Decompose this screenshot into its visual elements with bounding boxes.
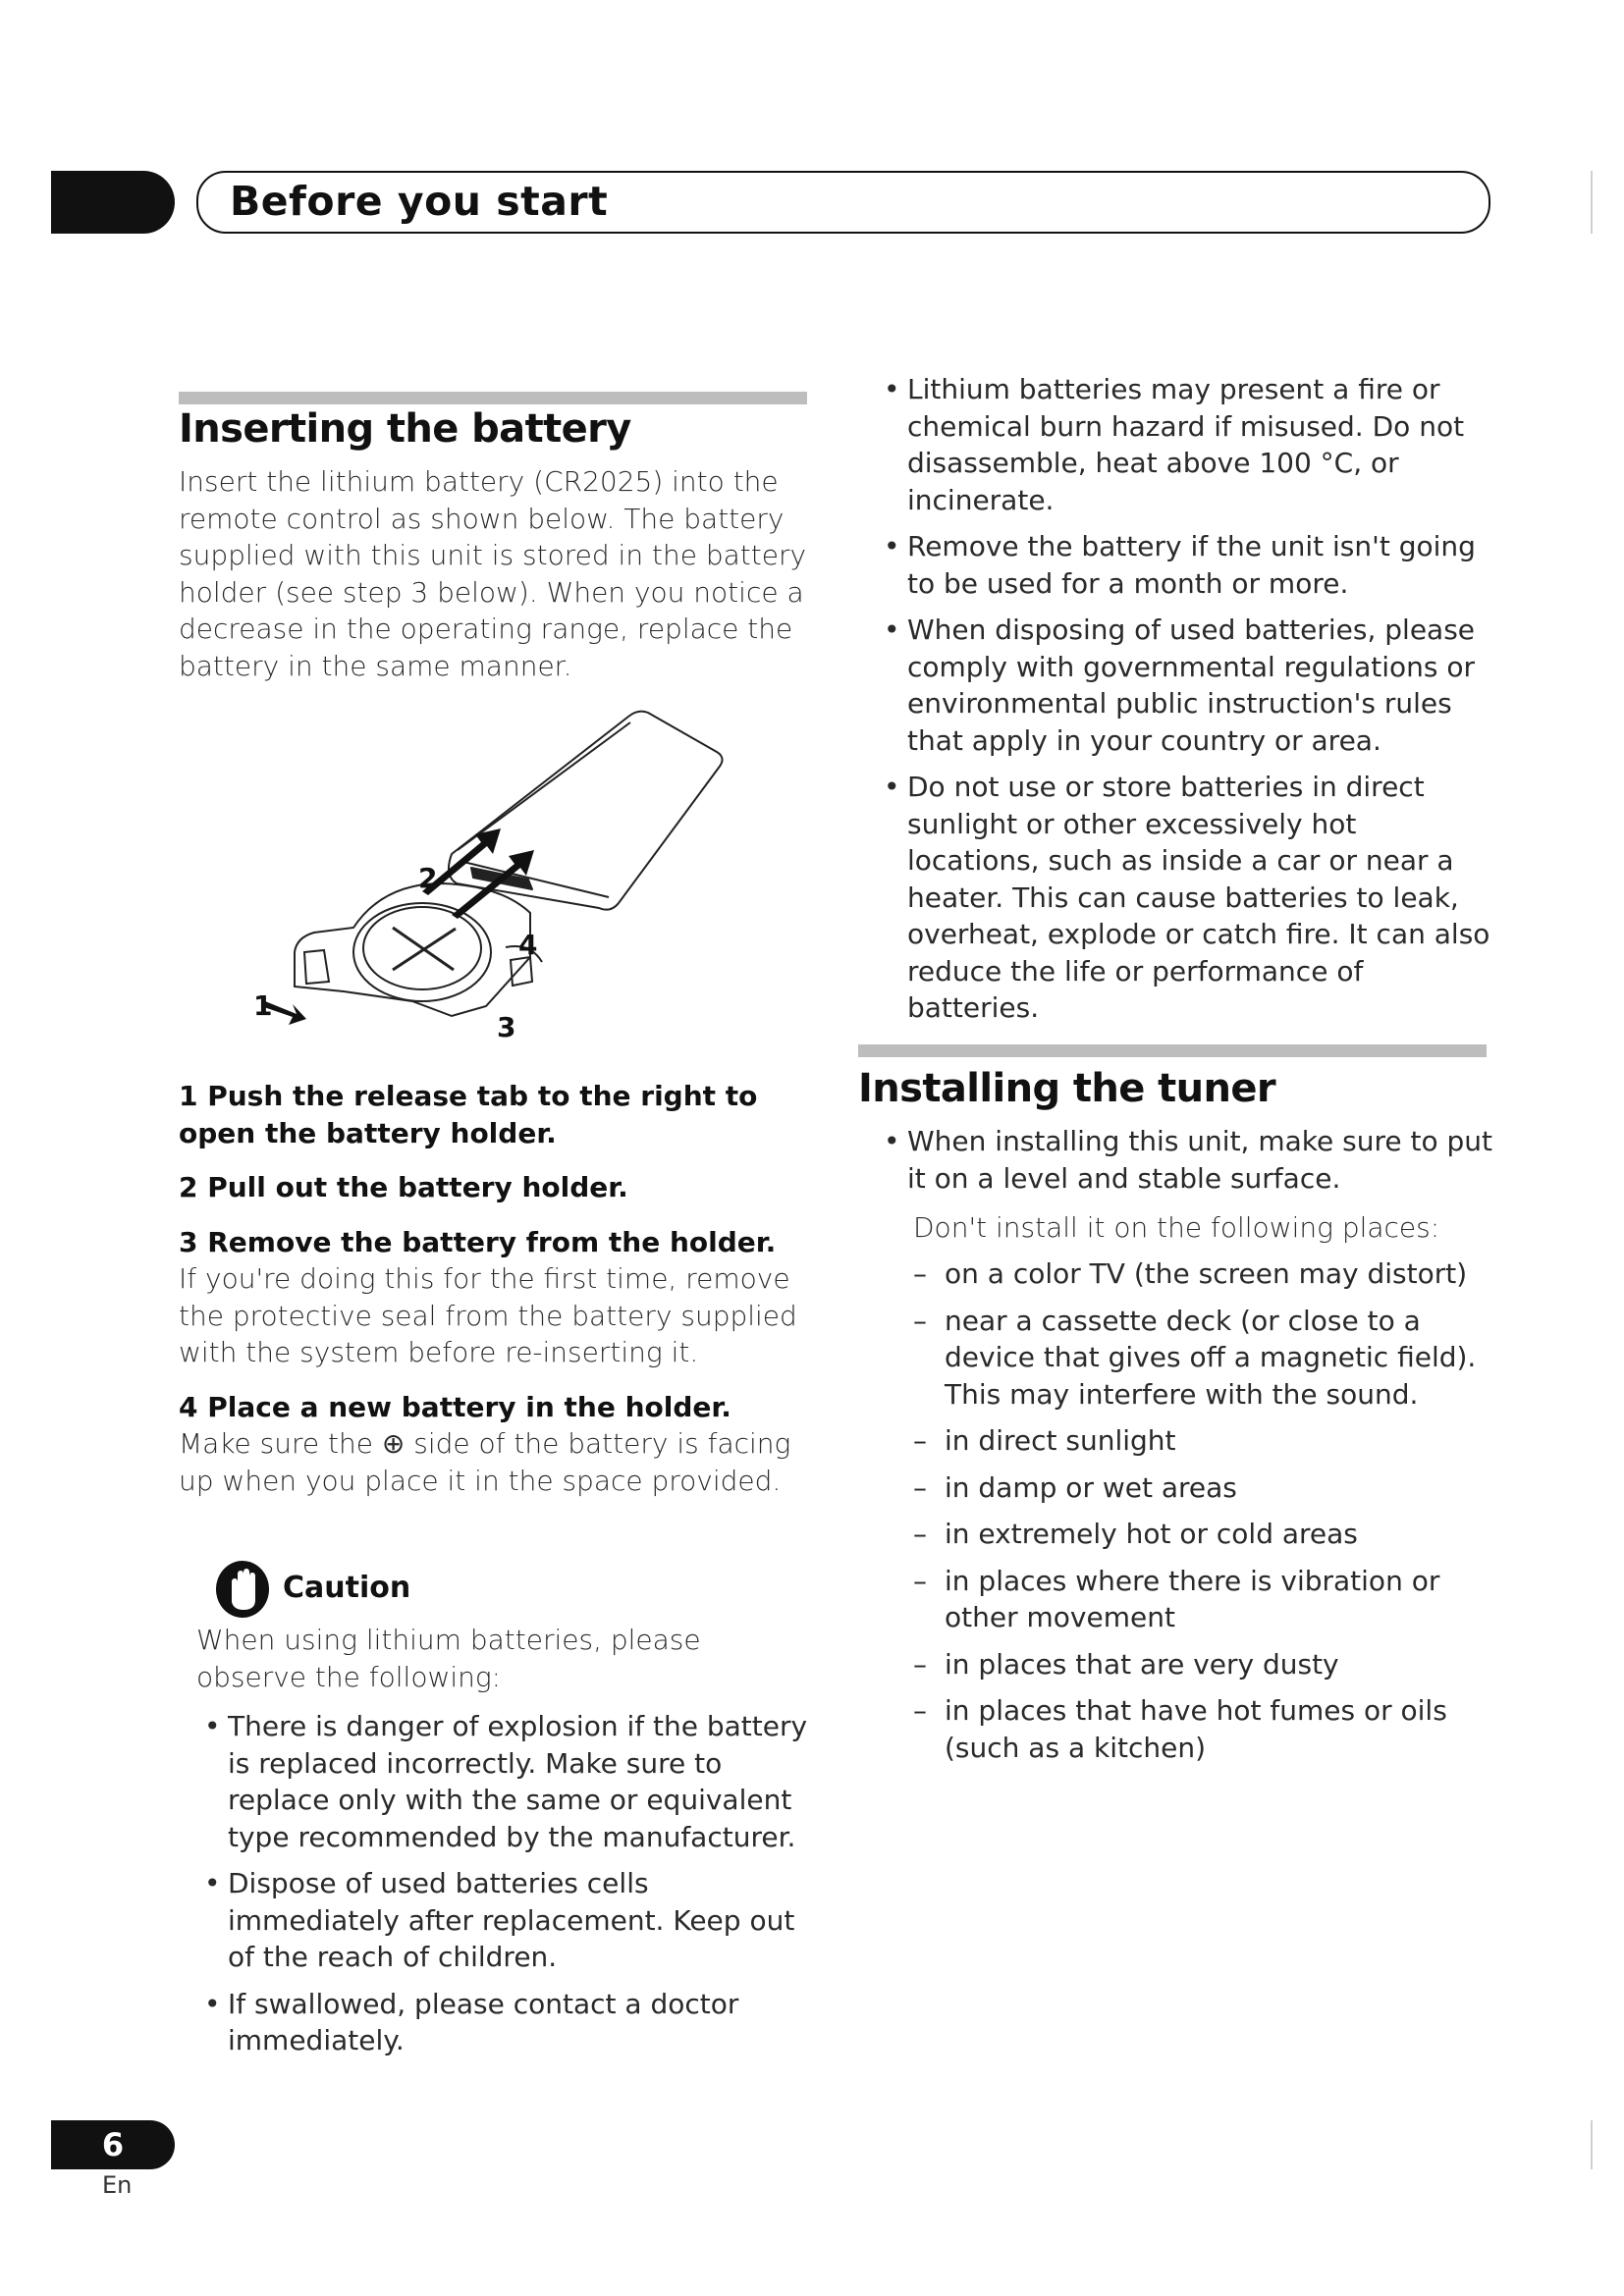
- tuner-bullet: • When installing this unit, make sure to put it on a level and stable surface.: [858, 1123, 1496, 1197]
- step-4-body: Make sure the ⊕ side of the battery is facing up when you place it in the space provided.: [179, 1427, 791, 1497]
- place-item: – on a color TV (the screen may distort): [913, 1255, 1492, 1293]
- battery-holder-drawing: [295, 883, 532, 1016]
- battery-bullet: • Remove the battery if the unit isn't going to be used for a month or more.: [858, 528, 1496, 602]
- caution-intro: When using lithium batteries, please observe the following:: [196, 1624, 701, 1693]
- step-2-title: 2 Pull out the battery holder.: [179, 1171, 628, 1203]
- battery-insertion-figure: [236, 707, 746, 1050]
- battery-bullet: • Do not use or store batteries in direct sunlight or other excessively hot locations, such as inside a car or near a heater. This can cause batteries to leak, overheat, explode or catch fire. It can also reduce the life or performance of batteries.: [858, 769, 1496, 1027]
- section-title-tuner: Installing the tuner: [858, 1066, 1276, 1111]
- place-item: – near a cassette deck (or close to a device that gives off a magnetic field). This may interfere with the sound.: [913, 1303, 1492, 1414]
- caution-bullets: [179, 1708, 812, 2069]
- page-language: En: [102, 2171, 133, 2199]
- figure-label-1: 1: [253, 989, 273, 1022]
- battery-bullet: • When disposing of used batteries, please comply with governmental regulations or environmental public instruction's rules that apply in your country or area.: [858, 612, 1496, 759]
- battery-bullet: • Lithium batteries may present a fire or chemical burn hazard if misused. Do not disassemble, heat above 100 °C, or incinerate.: [858, 371, 1496, 518]
- step-3-body: If you're doing this for the first time, remove the protective seal from the battery supplied with the system before re-inserting it.: [179, 1262, 797, 1368]
- step-3: [179, 1224, 807, 1371]
- place-item: – in places that are very dusty: [913, 1646, 1492, 1683]
- remote-control-drawing: [449, 712, 723, 910]
- battery-safety-bullets: [858, 371, 1496, 1037]
- step-3-title: 3 Remove the battery from the holder.: [179, 1225, 777, 1258]
- step-4: [179, 1389, 807, 1500]
- page-number: 6: [101, 2126, 125, 2163]
- steps-list: [179, 1078, 807, 1499]
- caution-hand-icon: [214, 1559, 271, 1620]
- step-1: [179, 1078, 807, 1151]
- tuner-bullets: [858, 1123, 1496, 1206]
- place-item: – in places that have hot fumes or oils (such as a kitchen): [913, 1692, 1492, 1766]
- place-item: – in places where there is vibration or other movement: [913, 1563, 1492, 1636]
- battery-intro: Insert the lithium battery (CR2025) into the remote control as shown below. The battery supplied with this unit is stored in the battery holder (see step 3 below). When you notice a decrease in the operating range, replace the battery in the same manner.: [179, 465, 807, 682]
- section-bar-battery: [179, 392, 807, 404]
- section-bar-tuner: [858, 1044, 1487, 1057]
- place-item: – in direct sunlight: [913, 1422, 1492, 1460]
- figure-label-2: 2: [418, 862, 438, 894]
- place-item: – in extremely hot or cold areas: [913, 1516, 1492, 1553]
- caution-title: Caution: [283, 1571, 411, 1605]
- step-4-title: 4 Place a new battery in the holder.: [179, 1390, 731, 1423]
- caution-bullet: • There is danger of explosion if the battery is replaced incorrectly. Make sure to replace only with the same or equivalent type recommended by the manufacturer.: [179, 1708, 812, 1855]
- places-intro: Don't install it on the following places:: [913, 1211, 1440, 1244]
- figure-label-3: 3: [497, 1011, 516, 1043]
- insertion-arrows: [261, 828, 534, 1025]
- caution-bullet: • Dispose of used batteries cells immediately after replacement. Keep out of the reach of children.: [179, 1865, 812, 1976]
- edge-mark-top: [1591, 171, 1593, 234]
- chapter-tab: [51, 171, 175, 234]
- caution-bullet: • If swallowed, please contact a doctor immediately.: [179, 1986, 812, 2059]
- section-title-battery: Inserting the battery: [179, 406, 631, 452]
- figure-label-4: 4: [518, 929, 538, 961]
- step-2: [179, 1169, 807, 1206]
- chapter-title: Before you start: [230, 178, 609, 225]
- places-list: [913, 1255, 1492, 1776]
- place-item: – in damp or wet areas: [913, 1469, 1492, 1507]
- edge-mark-bottom: [1591, 2120, 1593, 2169]
- step-1-title: 1 Push the release tab to the right to open the battery holder.: [179, 1080, 758, 1149]
